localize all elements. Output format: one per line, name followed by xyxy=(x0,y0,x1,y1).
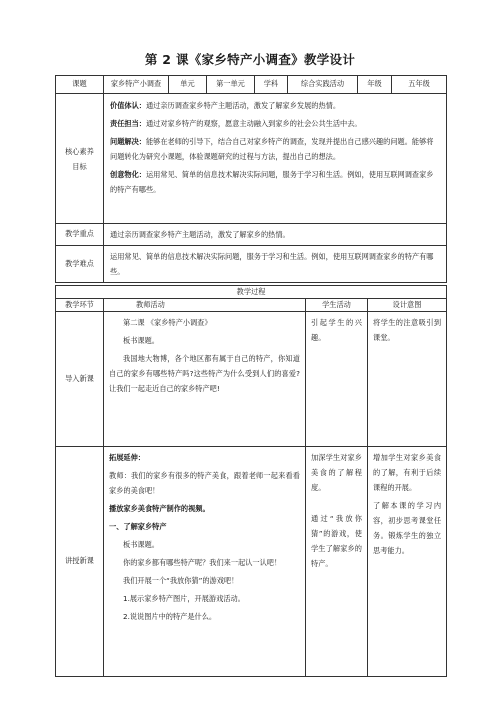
difficulty-label: 教学难点 xyxy=(56,246,104,283)
page-title: 第 2 课《家乡特产小调查》教学设计 xyxy=(144,52,356,67)
literacy-label: 核心素养目标 xyxy=(56,94,104,224)
intro-teacher xyxy=(104,312,306,447)
lesson-text: 1.展示家乡特产图片，开展游戏活动。 xyxy=(123,594,245,603)
lesson-student-text: 加深学生对家乡美食的了解程度。 xyxy=(311,453,362,492)
key-point-label: 教学重点 xyxy=(56,224,104,246)
intro-student: 引起学生的兴趣。 xyxy=(306,312,368,447)
lesson-teacher xyxy=(104,447,306,677)
course-label: 课题 xyxy=(56,76,104,94)
lesson-text: 板书课题。 xyxy=(123,540,159,549)
difficulty-text: 运用常见、简单的信息技术解决实际问题，服务于学习和生活。例如，使用互联网调查家乡的特产有哪些。 xyxy=(104,246,447,283)
lesson-stage: 讲授新课 xyxy=(56,447,104,677)
literacy-item: 责任担当：通过对家乡特产的观察，愿意主动融入到家乡的社会公共生活中去。 xyxy=(110,119,362,128)
lesson-text: 你的家乡都有哪些特产呢？我们来一起认一认吧！ xyxy=(123,558,282,567)
literacy-content xyxy=(104,94,447,224)
lesson-bold-heading: 一、了解家乡特产 xyxy=(109,522,167,531)
process-title: 教学过程 xyxy=(56,286,447,299)
intro-intent: 将学生的注意吸引到课堂。 xyxy=(368,312,447,447)
grade-value: 五年级 xyxy=(392,76,447,94)
subject-value: 综合实践活动 xyxy=(288,76,358,94)
lesson-intent-text: 增加学生对家乡美食的了解，有利于后续课程的开展。 xyxy=(373,453,442,492)
lesson-text: 我们开展一个“我放你猜”的游戏吧！ xyxy=(123,576,239,585)
lesson-text: 2.说说图片中的特产是什么。 xyxy=(123,612,217,621)
lesson-intent-text: 了解本课的学习内容，初步思考课堂任务。锻炼学生的独立思考能力。 xyxy=(373,501,442,555)
lesson-student-text: 通过“我放你猜”的游戏，使学生了解家乡的特产。 xyxy=(311,514,362,568)
intro-teacher-line: 第二课 《家乡特产小调查》 xyxy=(123,318,212,327)
header-student: 学生活动 xyxy=(306,299,368,312)
teaching-process-table xyxy=(55,285,447,677)
intro-stage: 导入新课 xyxy=(56,312,104,447)
header-teacher: 教师活动 xyxy=(104,299,306,312)
literacy-item: 创意物化：运用常见、简单的信息技术解决实际问题，服务于学习和生活。例如，使用互联网调查家乡的特产有哪些。 xyxy=(110,170,434,194)
header-stage: 教学环节 xyxy=(56,299,104,312)
lesson-info-table xyxy=(55,75,447,283)
intro-teacher-line: 我国地大物博，各个地区都有属于自己的特产，你知道自己的家乡有哪些特产吗?这些特产为什么受到人们的喜爱?让我们一起走近自己的家乡特产吧! xyxy=(109,354,300,393)
intro-teacher-line: 板书课题。 xyxy=(123,336,159,345)
header-intent: 设计意图 xyxy=(368,299,447,312)
subject-label: 学科 xyxy=(255,76,288,94)
lesson-text: 教师：我们的家乡有很多的特产美食，跟着老师一起来看看家乡的美食吧！ xyxy=(109,471,300,495)
course-value: 家乡特产小调查 xyxy=(104,76,169,94)
grade-label: 年级 xyxy=(358,76,392,94)
literacy-item: 问题解决：能够在老师的引导下，结合自己对家乡特产的调查，发现并提出自己感兴趣的问题。能够将问题转化为研究小课题，体验课题研究的过程与方法，提出自己的想法。 xyxy=(110,137,434,161)
lesson-student xyxy=(306,447,368,677)
lesson-bold-heading: 拓展延伸： xyxy=(109,453,145,462)
unit-value: 第一单元 xyxy=(207,76,255,94)
lesson-bold-heading: 播放家乡美食特产制作的视频。 xyxy=(109,504,210,513)
key-point-text: 通过亲历调查家乡特产主题活动，激发了解家乡的热情。 xyxy=(104,224,447,246)
literacy-item: 价值体认：通过亲历调查家乡特产主题活动，激发了解家乡发展的热情。 xyxy=(110,101,341,110)
unit-label: 单元 xyxy=(169,76,207,94)
lesson-intent xyxy=(368,447,447,677)
